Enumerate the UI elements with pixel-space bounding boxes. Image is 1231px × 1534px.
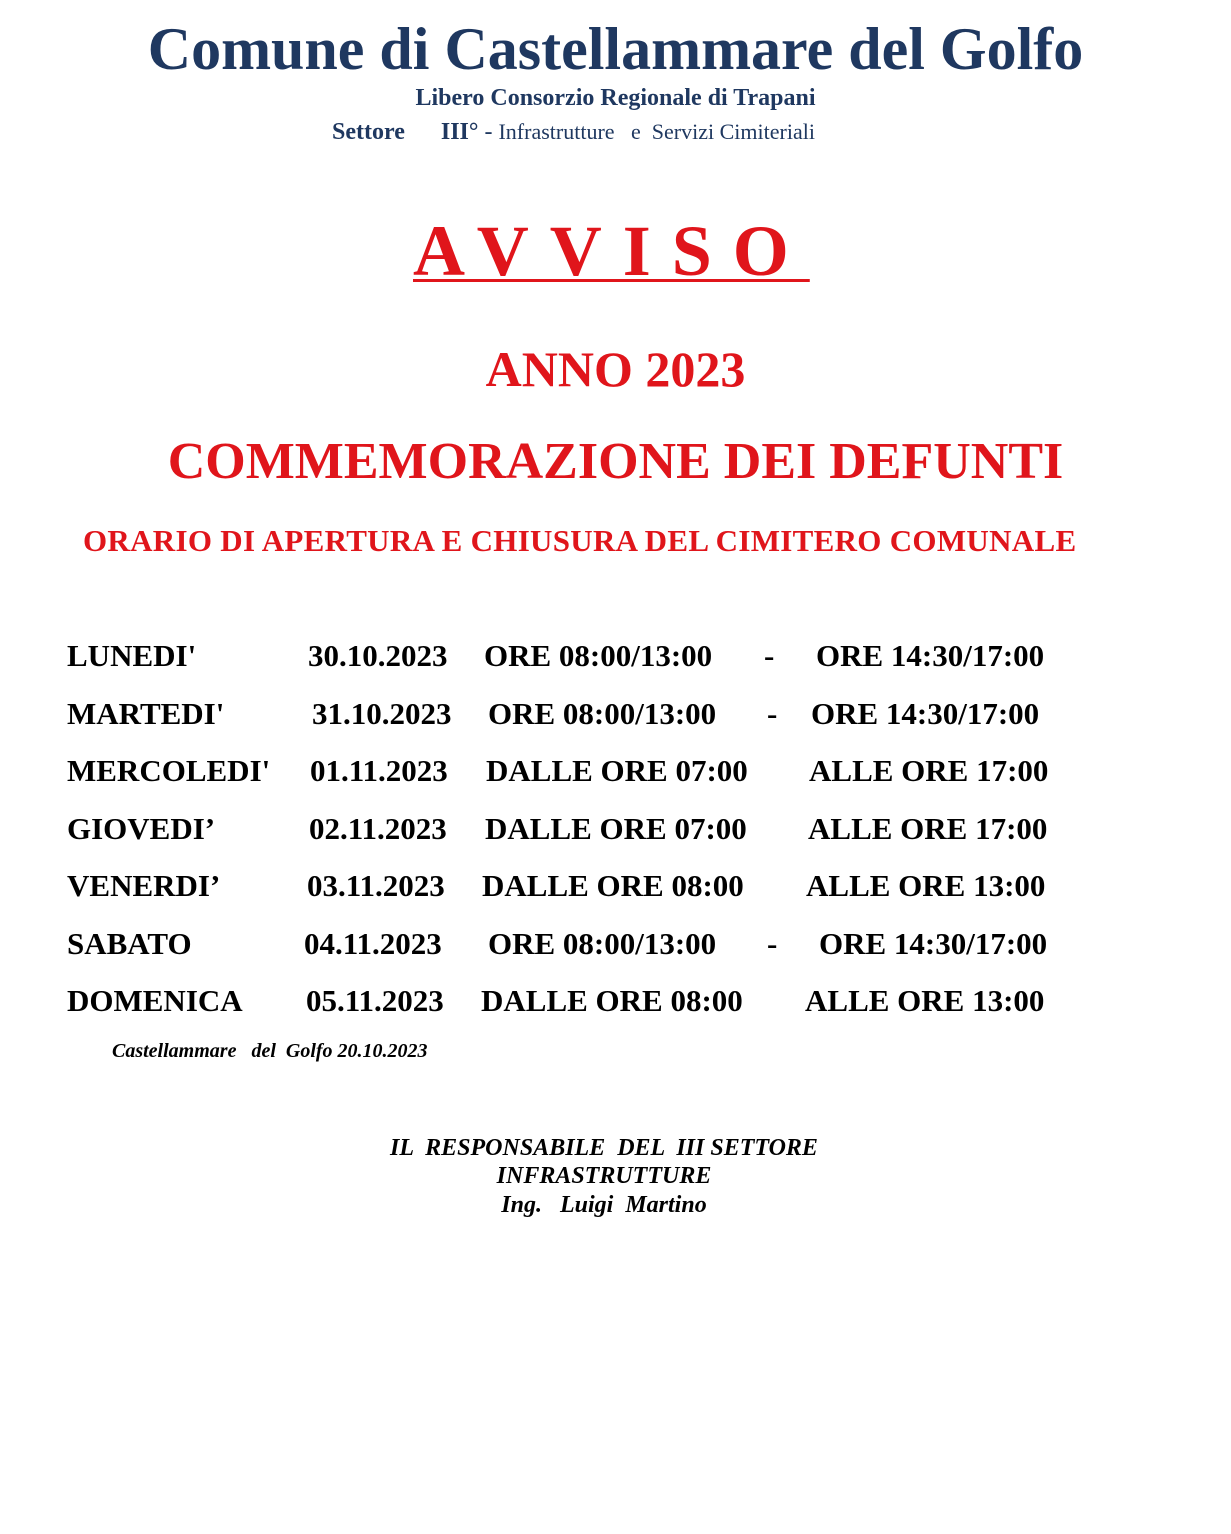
department-number: III° xyxy=(440,119,479,145)
schedule-first-slot: ORE 08:00/13:00 xyxy=(488,926,717,961)
notice-year: ANNO 2023 xyxy=(485,341,746,397)
consortium-subtitle: Libero Consorzio Regionale di Trapani xyxy=(415,85,816,111)
schedule-second-slot: ALLE ORE 13:00 xyxy=(805,983,1045,1018)
notice-subtitle: ORARIO DI APERTURA E CHIUSURA DEL CIMITERO COMUNALE xyxy=(83,523,1077,558)
department-dash: - xyxy=(478,119,499,145)
schedule-separator: - xyxy=(764,638,775,673)
schedule-day: MARTEDI' xyxy=(67,696,225,731)
schedule-date: 02.11.2023 xyxy=(309,811,447,846)
schedule-second-slot: ALLE ORE 13:00 xyxy=(806,868,1046,903)
schedule-first-slot: ORE 08:00/13:00 xyxy=(488,696,717,731)
department-description: Infrastrutture e Servizi Cimiteriali xyxy=(498,119,815,144)
schedule-first-slot: DALLE ORE 07:00 xyxy=(485,811,747,846)
municipality-title: Comune di Castellammare del Golfo xyxy=(147,16,1084,82)
schedule-date: 30.10.2023 xyxy=(308,638,448,673)
schedule-separator: - xyxy=(767,696,778,731)
schedule-second-slot: ALLE ORE 17:00 xyxy=(809,753,1049,788)
schedule-day: MERCOLEDI' xyxy=(67,753,271,788)
schedule-first-slot: DALLE ORE 08:00 xyxy=(482,868,744,903)
schedule-day: LUNEDI' xyxy=(67,638,197,673)
schedule-day: SABATO xyxy=(67,926,192,961)
schedule-day: VENERDI’ xyxy=(67,868,221,903)
schedule-date: 04.11.2023 xyxy=(304,926,442,961)
notice-title: COMMEMORAZIONE DEI DEFUNTI xyxy=(167,433,1064,490)
schedule-day: GIOVEDI’ xyxy=(67,811,216,846)
schedule-second-slot: ORE 14:30/17:00 xyxy=(819,926,1048,961)
schedule-second-slot: ORE 14:30/17:00 xyxy=(816,638,1045,673)
signature-department: INFRASTRUTTURE xyxy=(496,1163,712,1189)
schedule-first-slot: DALLE ORE 08:00 xyxy=(481,983,743,1018)
schedule-first-slot: ORE 08:00/13:00 xyxy=(484,638,713,673)
place-and-date: Castellammare del Golfo 20.10.2023 xyxy=(112,1040,428,1062)
department-line xyxy=(332,118,815,146)
schedule-second-slot: ORE 14:30/17:00 xyxy=(811,696,1040,731)
schedule-date: 05.11.2023 xyxy=(306,983,444,1018)
schedule-date: 03.11.2023 xyxy=(307,868,445,903)
department-label: Settore xyxy=(332,119,405,145)
schedule-day: DOMENICA xyxy=(67,983,243,1018)
schedule-separator: - xyxy=(767,926,778,961)
schedule-date: 01.11.2023 xyxy=(310,753,448,788)
notice-heading: AVVISO xyxy=(413,211,810,291)
signature-role: IL RESPONSABILE DEL III SETTORE xyxy=(390,1135,818,1161)
schedule-first-slot: DALLE ORE 07:00 xyxy=(486,753,748,788)
schedule-date: 31.10.2023 xyxy=(312,696,452,731)
signature-name: Ing. Luigi Martino xyxy=(501,1192,707,1218)
schedule-second-slot: ALLE ORE 17:00 xyxy=(808,811,1048,846)
